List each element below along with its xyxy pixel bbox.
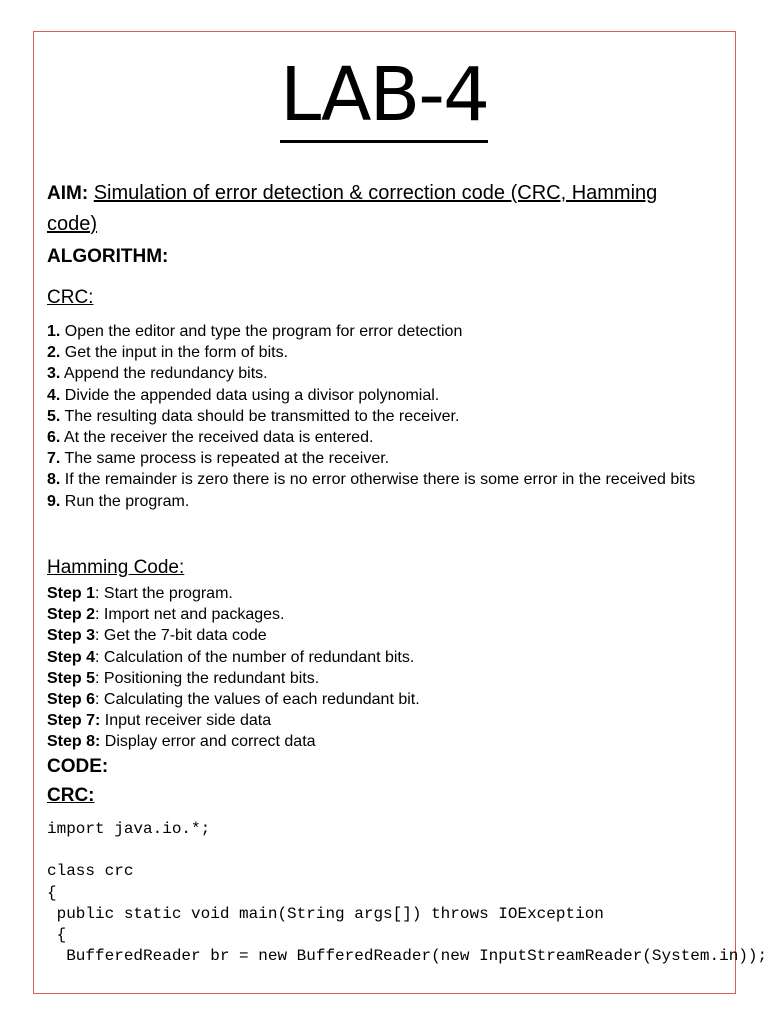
hamming-step-item: [47, 731, 712, 752]
crc-step-text: Run the program.: [60, 492, 190, 510]
code-line: {: [47, 883, 57, 902]
crc-step-item: [47, 448, 712, 469]
code-line: import java.io.*;: [47, 820, 211, 838]
hamming-step-text: : Positioning the redundant bits.: [95, 669, 320, 687]
code-block: [47, 819, 768, 967]
hamming-step-text: : Get the 7-bit data code: [95, 627, 267, 645]
hamming-step-item: [47, 710, 712, 731]
code-heading: CODE:: [47, 756, 109, 777]
hamming-step-item: [47, 647, 712, 668]
crc-step-text: Open the editor and type the program for error detection: [60, 323, 463, 340]
crc-step-text: Get the input in the form of bits.: [60, 344, 289, 362]
hamming-step-item: [47, 689, 712, 710]
hamming-step-number: Step 2: [47, 606, 96, 624]
crc-step-text: Append the redundancy bits.: [60, 365, 268, 383]
crc-steps-list: [47, 321, 712, 512]
hamming-step-item: [47, 583, 712, 604]
hamming-step-number: Step 4: [47, 648, 96, 666]
aim-label: AIM:: [47, 183, 89, 204]
code-line: public static void main(String args[]) throws IOException: [47, 904, 604, 923]
hamming-step-text: : Calculation of the number of redundant bits.: [95, 648, 415, 666]
crc-step-number: 1.: [47, 323, 61, 340]
page-title: LAB-4: [0, 58, 768, 132]
hamming-step-number: Step 1: [47, 585, 96, 602]
hamming-step-number: Step 7:: [47, 712, 101, 730]
crc-step-text: If the remainder is zero there is no error otherwise there is some error in the received bits: [60, 471, 696, 489]
hamming-step-text: : Start the program.: [95, 585, 233, 602]
hamming-step-item: [47, 604, 712, 625]
crc-step-number: 8.: [47, 471, 61, 489]
hamming-heading: Hamming Code:: [47, 557, 185, 578]
hamming-step-number: Step 8:: [47, 733, 101, 751]
hamming-step-item: [47, 668, 712, 689]
crc-step-text: The same process is repeated at the receiver.: [60, 450, 390, 468]
crc-step-text: At the receiver the received data is entered.: [60, 429, 374, 447]
hamming-step-text: Display error and correct data: [100, 733, 316, 751]
crc-step-number: 5.: [47, 407, 61, 425]
crc-step-number: 3.: [47, 365, 61, 383]
crc-step-text: The resulting data should be transmitted to the receiver.: [60, 407, 460, 425]
crc-step-item: [47, 385, 712, 406]
crc-step-item: [47, 469, 712, 490]
crc-step-item: [47, 342, 712, 363]
hamming-step-item: [47, 625, 712, 646]
crc-step-number: 2.: [47, 344, 61, 362]
hamming-step-text: : Import net and packages.: [95, 606, 285, 624]
crc-step-number: 7.: [47, 450, 61, 468]
hamming-steps-list: [47, 583, 712, 753]
code-line: {: [47, 926, 67, 944]
aim-text: Simulation of error detection & correction code (CRC, Hamming code): [47, 182, 658, 235]
code-crc-heading: CRC:: [47, 785, 95, 806]
crc-heading: CRC:: [47, 287, 94, 308]
code-line: class crc: [47, 862, 134, 881]
algorithm-heading: ALGORITHM:: [47, 246, 169, 267]
code-line: BufferedReader br = new BufferedReader(new InputStreamReader(System.in));: [47, 947, 768, 966]
aim-section: [47, 178, 712, 239]
hamming-step-number: Step 3: [47, 627, 96, 645]
crc-step-number: 4.: [47, 386, 61, 404]
crc-step-item: [47, 491, 712, 512]
hamming-step-text: : Calculating the values of each redundant bit.: [95, 691, 420, 709]
crc-step-item: [47, 363, 712, 384]
crc-step-item: [47, 406, 712, 427]
crc-step-item: [47, 427, 712, 448]
crc-step-text: Divide the appended data using a divisor polynomial.: [60, 386, 440, 404]
crc-step-number: 9.: [47, 492, 61, 510]
crc-step-item: [47, 321, 712, 342]
crc-step-number: 6.: [47, 429, 61, 447]
code-line: [47, 840, 727, 861]
hamming-step-text: Input receiver side data: [100, 712, 272, 730]
hamming-step-number: Step 6: [47, 691, 96, 709]
hamming-step-number: Step 5: [47, 669, 96, 687]
